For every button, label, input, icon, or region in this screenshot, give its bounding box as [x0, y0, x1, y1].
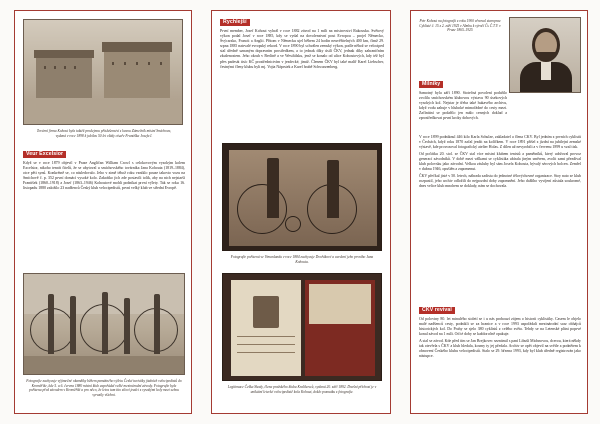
riders-photo-caption: Fotografie zachycuje výjimečné okamžiky během památného výletu České turistiky jízdních velocipedistů do Kroměříže, kde 5. a 6. června 1880 místní klub uspořádal velké mezinárodní závody. Fotografie byla pořízena před závodem v Kroměříži a pro něco, že letos tam tito siloví jezdci z vysokými koly mezi sebou vyrazily všichni. — [26, 379, 182, 397]
portrait-photo — [509, 17, 581, 93]
column-2 — [211, 10, 391, 414]
rychlejsi-paragraph: První member, Josef Kohout vyhrál v roce 1882 závod na 1 míli na mistrovství Rakouska. Světový výkon podal Josef v roce 1885, kdy se vydal na dovolenstvní pout Evropou – projel Německo, Švýcarsko, Francii a Anglii. Přitom v Německu ujel během 24 hodin neuvěřitelných 400 km, čímž 29. srpna 1885 natrvalé evropský rekord. V roce 1890 byl schválen zemský výkon, podle něhož se velociped stal úředně uznaným dopravním prostředkem, a to jednak díky úsilí ČKV, jednak díky zahraničním zkušenostem. Jeho okruh v Berlíně a ve Westfálsku, jenž se konalo od ulice Kohoutových, kdy též byl přes padesát tisíc KČ prostřednictvím v jezdecké, jimiž. Členem ČKV byl také malíř Karel Liebscher, čestnými členy klubu byli mj. Vojta Náprstek a Karel hrabě Schwarzenberg. — [220, 29, 384, 69]
riders-group-photo — [23, 273, 185, 375]
factory-photo — [23, 19, 183, 125]
factory-photo-caption: Tovární firma Kohout byla taktéž prodejnou příslušenství s kavou Zámečník místní Smíchova, vydaná v roce 1898 k jubileu 50 let vlády císaře Františka Josefa I. — [36, 129, 172, 138]
milniky-text-intro — [419, 91, 507, 135]
membership-card-photo — [222, 273, 382, 381]
section-heading-excelsior: Veur Excelsior — [23, 151, 66, 158]
excelsior-paragraph: Když se v roce 1879 objevil v Praze Angličan William Crowl s celokovovým vysokým kolem Excelsior, nikoho tenrát čitelů, že se ubytoval u smíchovského továrníka Jana Kohouta (1819–1884), otce pěti synů. Konkrétně se, co následovalo. Jeho v zimě téhož roku vzniklo pouze takovto vozu na Smíchově č. p. 352 první domácí vysoké kolo. Zakrátko jich zde postavili tolik, aby na nich nejstarší František (1860–1918) a Josef (1863–1946) Kohoutové mohli podnikat první výlety. Tak se roku 16. listopadu 1880 založilo 23 nadšenců Český klub velocipedistů, první velký klub ve střední Evropě. — [23, 161, 185, 191]
milniky-paragraph-1: Samotný byla září 1890. Stotečná povolení podařilo zvolila smíchovském klubovou výstavu 90 úsekových vysokých kol. Nejstar je třeba také hukavého archivu, když vodu zahuje v hluboké mimořádné do cesty mezi. Začínátní se podařilo jen málo cenných doklad a zprostředkovat první kroky dobových. — [419, 91, 507, 121]
revival-paragraph-2: A stal se závod. Kde před tím se Jan Brejkovec seznámil s paní Libuší Michnovou, dcerou, která někdy tak otevřela s ČKV a klub hledala, kosmy ty jej předala. Archiv se opět objevil na světle a podnětem k obnovení Českého klubu velocipedistů. Stalo se 29. března 1993, kdy byl klub úředně registrován jako nástupce. — [419, 338, 581, 359]
excelsior-text — [23, 161, 185, 267]
revival-paragraph-1: Od poloviny 80. let minulého století se i u nás probouzí zájem o historii cyklistiky. Časem le objelo malé nadšenců cesty, podnikli se za hranice a v roce 1993 uspořádali mezinárodní sraz obhájců historických kol. Do Prahy se sjelo 380 cyklistů z celého světa. Tehdy se na Letenské pláni poprvé konal závod na 1 míli. Od té doby se každoročně opakuje. — [419, 317, 581, 337]
milniky-paragraph-2: V roce 1899 podniknul 446 kilo Karla Schulze, zakladatel a člena ČKV. Byl jedním z prvních cyklistů v Čechách, když roku 1870 začal jezdit na kolíčkem. V roce 1891 přišel z jízdní na jubilejní zemské výstavě, kde provozoval fotografický atelier Holas. Z dílen už nevyrobili a v červenu 1899 u vzal tisk. — [419, 135, 581, 150]
milniky-paragraph-3: Od počátku 20. stol. se ČKV stal více místní klubem tenistů a pamětníků, který udržoval provoz generací závodníků. V době mezi válkami se cyklistika ubírala jiným směrem, zvolit sami přezdíval klub polovsku jako závodní. Velkou zásluhy byl sám Josefa Kohouta, bývalý sérových bolcen. Zemřel v dubnu 1946, opuštěn a zapomenut. — [419, 151, 581, 172]
section-heading-milniky: Milníky — [419, 81, 443, 88]
section-heading-ckv-revival: ČKV revival — [419, 307, 455, 314]
column-1 — [14, 10, 192, 414]
membership-card-caption: Legitimace Češka Skody, člena pražského klubu Kralikovců, vydaná 20. září 1892. Dnešní příchozí je v unikátní letecké velocipedistě kola Kohout, doklo poznatku z fotografie. — [227, 385, 377, 394]
revival-text — [419, 317, 581, 409]
rychlejsi-text — [220, 29, 384, 141]
section-heading-rychlejsi: Rychlejší — [220, 19, 250, 26]
tandem-photo-caption: Fotografie pořízená ve Vimanlandu v roce 1884 zachycuje Dvořákové a uvedení jeho prvního Jana Kohouta. — [230, 255, 374, 264]
column-3 — [410, 10, 588, 414]
milniky-paragraph-4: ČKV přečkal jisté v 50. letech, náhrada sadistu do jednotné tělovýchovné organizace. Stoy nato se klub rozpustil, jeho archiv odložili do nejpozdní doby zapomnění. Jeho dalšího vyvíjení zůstala soukromé, dnes velice klub mnohem se doklady, nám se dochovala. — [419, 173, 581, 189]
milniky-text-body — [419, 135, 581, 275]
portrait-caption: Petr Kohout na fotografii z roku 1900 věnoval staropraz Cyklisté č. 15 z 2. září 1925 v Almbu k výročí Čs Č.T.V. v Praze 1865–1925 — [419, 19, 501, 33]
tandem-riders-photo — [222, 143, 382, 251]
